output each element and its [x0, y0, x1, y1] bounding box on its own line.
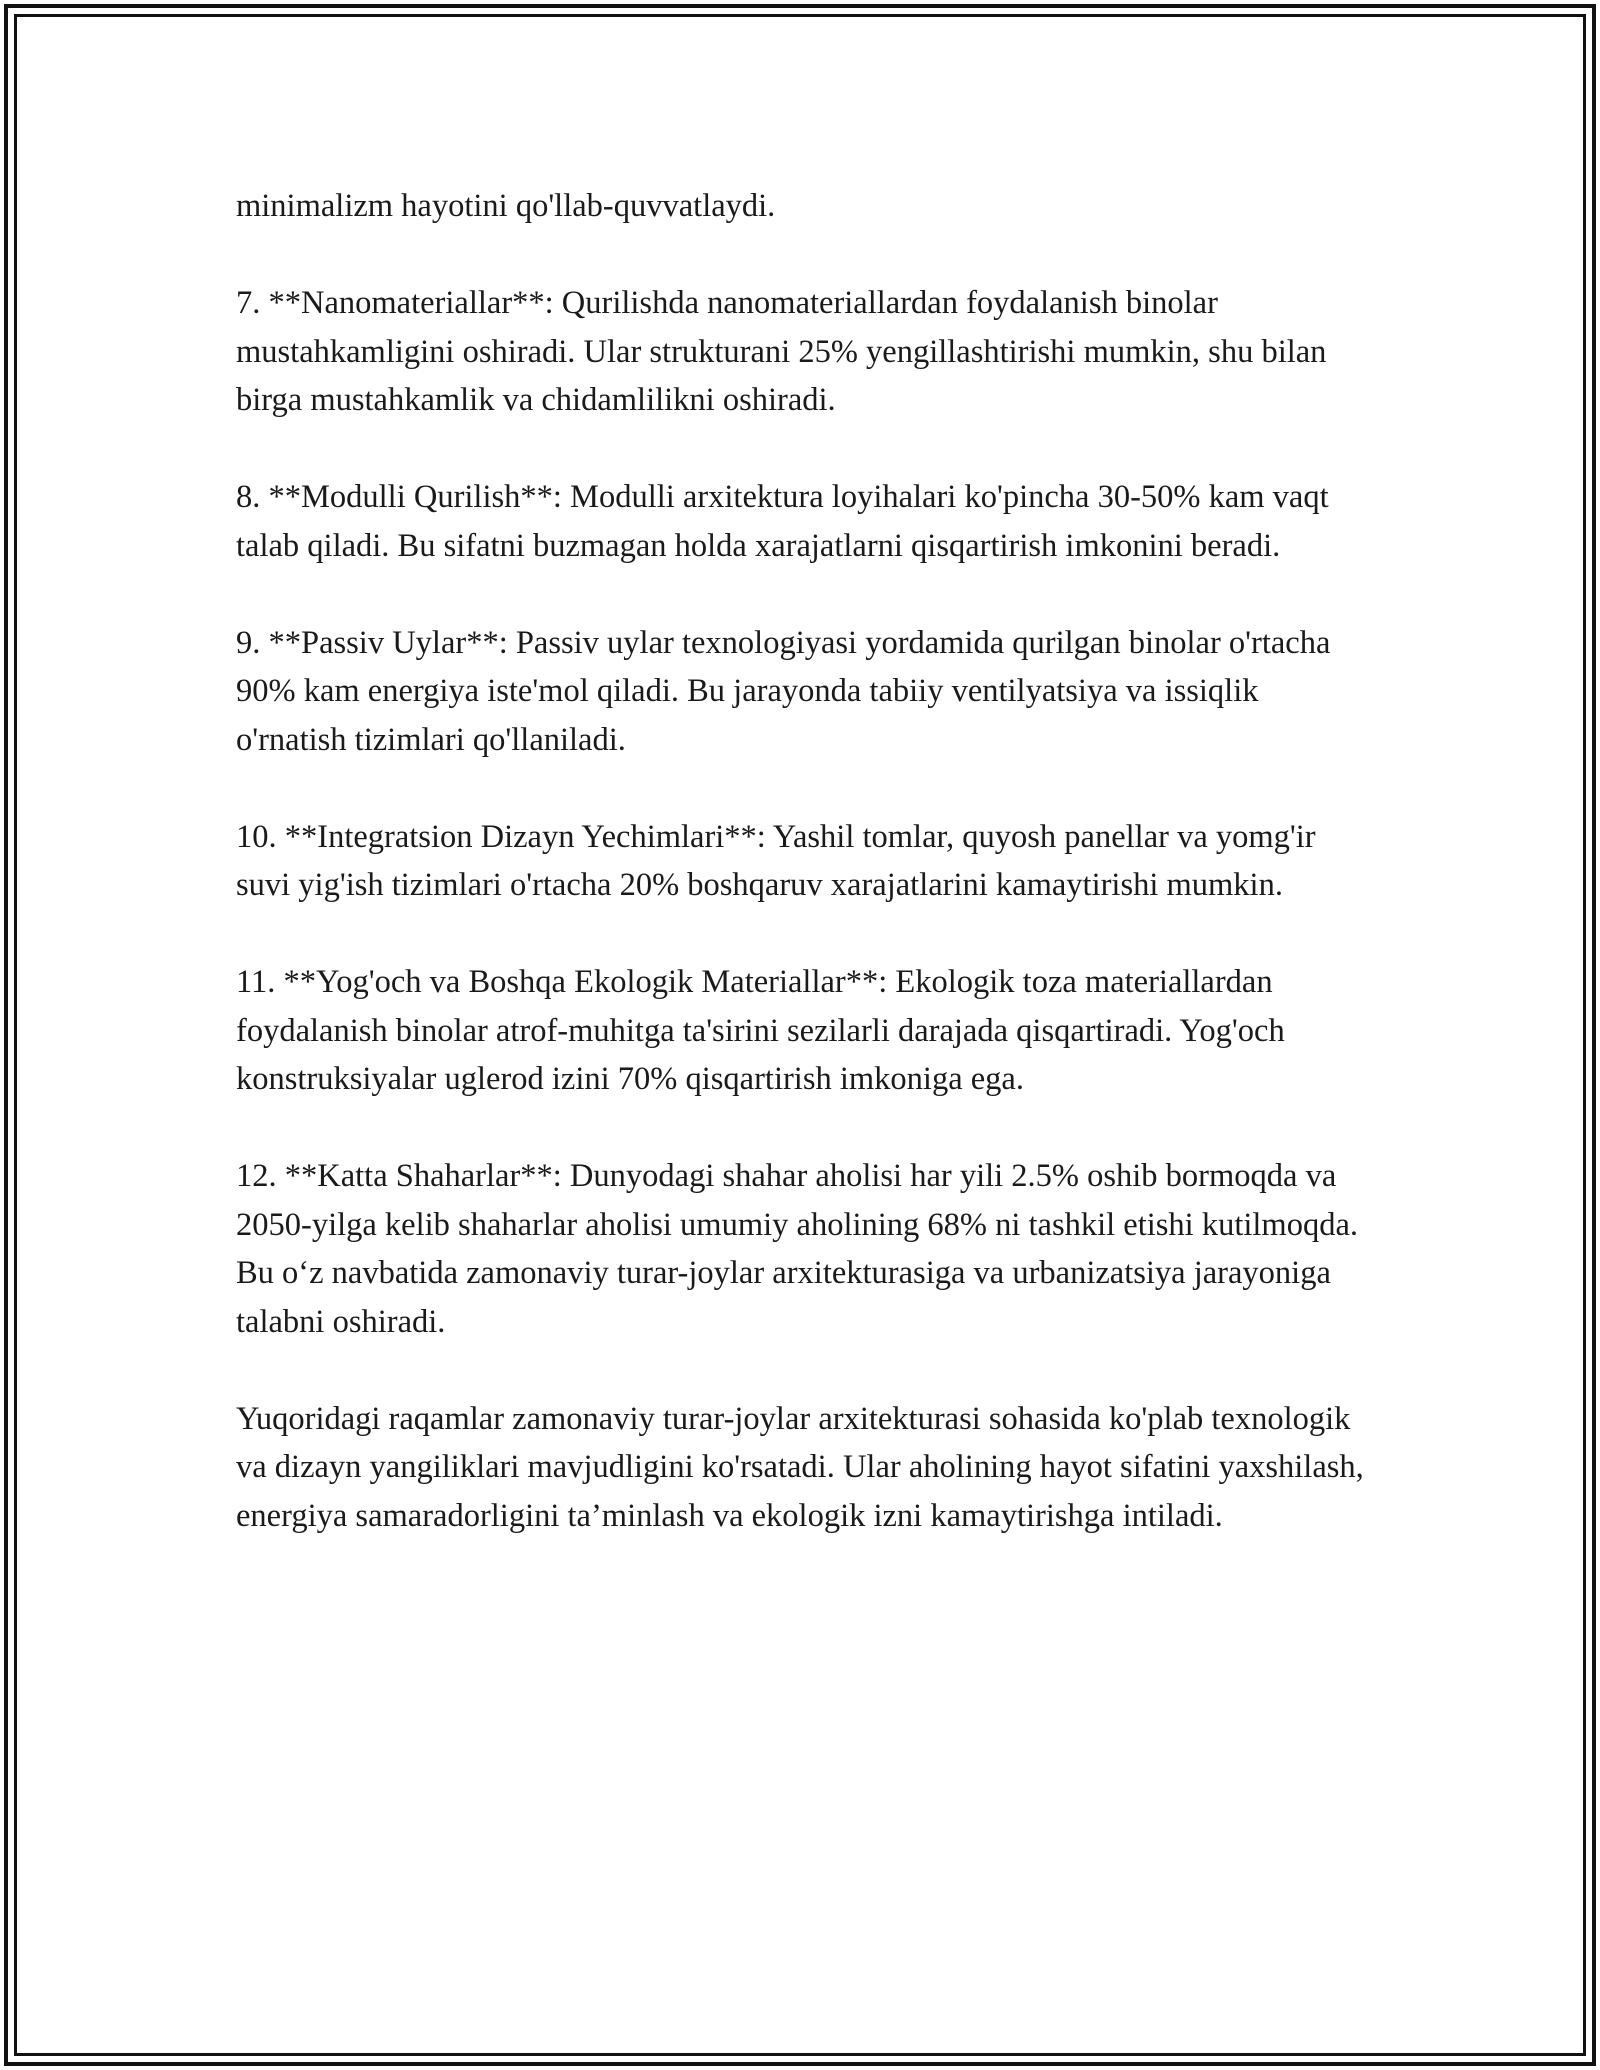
paragraph-item-11-wood-materials: 11. **Yog'och va Boshqa Ekologik Materiallar**: Ekologik toza materiallardan foydalanish binolar atrof-muhitga ta'sirini sezilarli darajada qisqartiradi. Yog'och konstruksiyalar uglerod izini 70% qisqartirish imkoniga ega.: [236, 964, 1285, 1097]
paragraph-item-10-integrated-design: 10. **Integratsion Dizayn Yechimlari**: Yashil tomlar, quyosh panellar va yomg'ir suvi yig'ish tizimlari o'rtacha 20% boshqaruv xarajatlarini kamaytirishi mumkin.: [236, 818, 1316, 903]
paragraph-conclusion: Yuqoridagi raqamlar zamonaviy turar-joylar arxitekturasi sohasida ko'plab texnologik va dizayn yangiliklari mavjudligini ko'rsatadi. Ular aholining hayot sifatini yaxshilash, energiya samaradorligini ta’minlash va ekologik izni kamaytirishga intiladi.: [236, 1400, 1364, 1534]
paragraph-item-12-big-cities: 12. **Katta Shaharlar**: Dunyodagi shahar aholisi har yili 2.5% oshib bormoqda va 2050-yilga kelib shaharlar aholisi umumiy aholining 68% ni tashkil etishi kutilmoqda. Bu o‘z navbatida zamonaviy turar-joylar arxitekturasiga va urbanizatsiya jarayoniga talabni oshiradi.: [236, 1158, 1358, 1340]
paragraph-continuation: minimalizm hayotini qo'llab-quvvatlaydi.: [236, 188, 776, 224]
document-body: [236, 182, 1366, 1589]
paragraph-item-9-passive-houses: 9. **Passiv Uylar**: Passiv uylar texnologiyasi yordamida qurilgan binolar o'rtacha 90% kam energiya iste'mol qiladi. Bu jarayonda tabiiy ventilyatsiya va issiqlik o'rnatish tizimlari qo'llaniladi.: [236, 624, 1331, 758]
paragraph-item-8-modular-construction: 8. **Modulli Qurilish**: Modulli arxitektura loyihalari ko'pincha 30-50% kam vaqt talab qiladi. Bu sifatni buzmagan holda xarajatlarni qisqartirish imkonini beradi.: [236, 479, 1329, 564]
paragraph-item-7-nanomaterials: 7. **Nanomateriallar**: Qurilishda nanomateriallardan foydalanish binolar mustahkamligini oshiradi. Ular strukturani 25% yengillashtirishi mumkin, shu bilan birga mustahkamlik va chidamlilikni oshiradi.: [236, 285, 1327, 418]
